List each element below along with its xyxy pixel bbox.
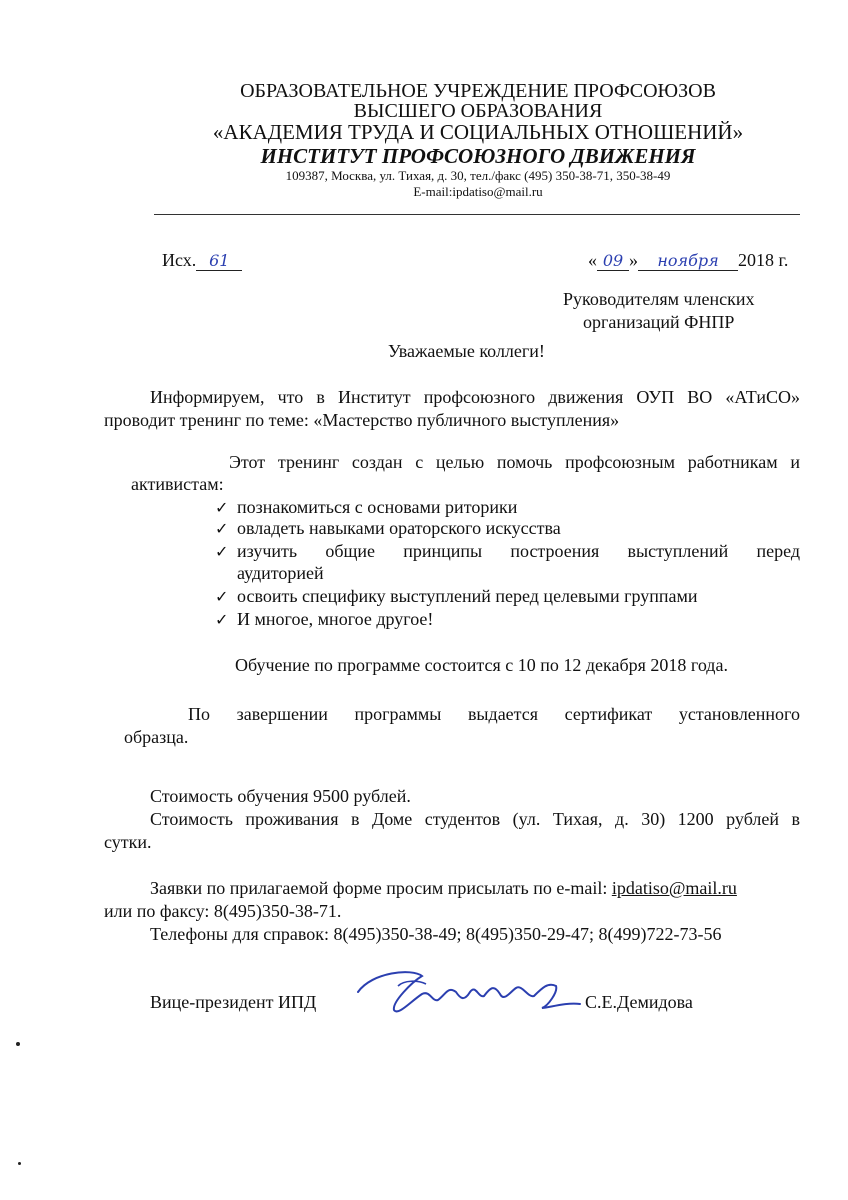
certificate-line1: По завершении программы выдается сертификат установленного [188,704,800,724]
checkmark-icon: ✓ [215,519,229,538]
applications-text: Заявки по прилагаемой форме просим присылать по e-mail: [150,878,612,898]
ref-number-value: 61 [196,251,242,271]
date-quote-open: « [588,250,597,270]
handwritten-signature [352,962,592,1026]
date-quote-close: » [629,250,638,270]
recipient-line2: организаций ФНПР [583,312,735,332]
housing-cost-line1: Стоимость проживания в Доме студентов (ул. Тихая, д. 30) 1200 рублей в [150,809,800,829]
phones-text: Телефоны для справок: 8(495)350-38-49; 8(495)350-29-47; 8(499)722-73-56 [150,924,722,944]
goal-item-2: овладеть навыками ораторского искусства [237,518,561,538]
checkmark-icon: ✓ [215,498,229,517]
institute-name: ИНСТИТУТ ПРОФСОЮЗНОГО ДВИЖЕНИЯ [260,144,696,168]
signatory-name: С.Е.Демидова [585,992,693,1012]
email-link[interactable]: ipdatiso@mail.ru [611,878,737,898]
intro-line1: Информируем, что в Институт профсоюзного движения ОУП ВО «АТиСО» [150,387,800,407]
goal-item-3-continued: аудиторией [237,563,324,583]
org-address: 109387, Москва, ул. Тихая, д. 30, тел./факс (495) 350-38-71, 350-38-49 [285,168,671,183]
org-email: E-mail:ipdatiso@mail.ru [413,184,543,199]
org-name-line2: ВЫСШЕГО ОБРАЗОВАНИЯ [353,100,603,122]
applications-line1 [150,878,737,899]
ref-number [162,250,242,271]
recipient-line1: Руководителям членских [563,289,755,309]
purpose-line1: Этот тренинг создан с целью помочь профсоюзным работникам и [229,452,800,472]
certificate-line2: образца. [124,727,189,747]
housing-cost-line2: сутки. [104,832,152,852]
checkmark-icon: ✓ [215,610,229,629]
goal-item-3: изучить общие принципы построения выступлений перед [237,541,800,561]
intro-line2: проводит тренинг по теме: «Мастерство публичного выступления» [104,410,620,430]
signatory-title: Вице-президент ИПД [150,992,317,1012]
ref-label: Исх. [162,250,197,270]
schedule-text: Обучение по программе состоится с 10 по 12 декабря 2018 года. [235,655,728,675]
date-day: 09 [597,251,629,271]
tuition-cost: Стоимость обучения 9500 рублей. [150,786,411,806]
goal-item-4: освоить специфику выступлений перед целевыми группами [237,586,698,606]
scan-speck [16,1042,20,1046]
letter-date [588,250,788,271]
goal-item-1: познакомиться с основами риторики [237,497,518,517]
checkmark-icon: ✓ [215,542,229,561]
date-year: 2018 г. [738,250,789,270]
org-name-line1: ОБРАЗОВАТЕЛЬНОЕ УЧРЕЖДЕНИЕ ПРОФСОЮЗОВ [240,80,716,102]
greeting: Уважаемые коллеги! [388,341,545,361]
header-divider [154,214,800,215]
purpose-line2: активистам: [131,474,224,494]
checkmark-icon: ✓ [215,587,229,606]
applications-fax: или по факсу: 8(495)350-38-71. [104,901,342,921]
scan-speck [18,1162,21,1165]
goal-item-5: И многое, многое другое! [237,609,434,629]
date-month: ноября [638,251,738,271]
org-name-line3: «АКАДЕМИЯ ТРУДА И СОЦИАЛЬНЫХ ОТНОШЕНИЙ» [212,120,744,144]
